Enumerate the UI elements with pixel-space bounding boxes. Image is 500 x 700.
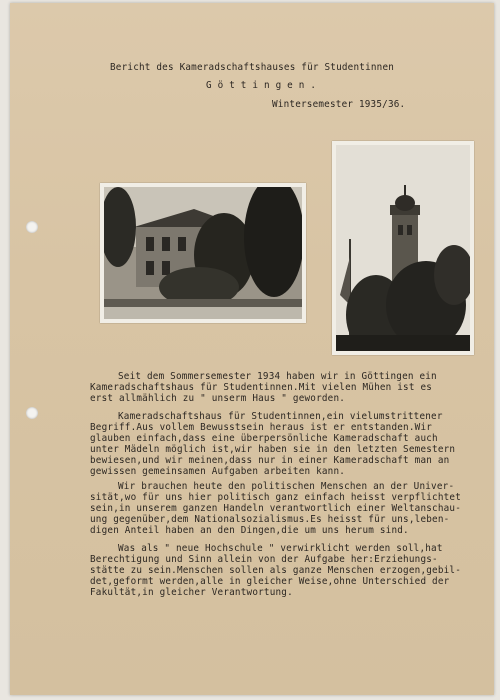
paragraph-line: Kameradschaftshaus für Studentinnen.Mit vielen Mühen ist es bbox=[90, 382, 433, 393]
paragraph-line: digen Anteil haben an den Dingen,die um uns herum sind. bbox=[90, 525, 409, 536]
paragraph-line: ung gegenüber,dem Nationalsozialismus.Es heisst für uns,leben- bbox=[90, 514, 450, 525]
punch-hole-top bbox=[26, 221, 38, 233]
paragraph-line: Kameradschaftshaus für Studentinnen,ein vielumstrittener bbox=[118, 411, 443, 422]
paragraph-4 bbox=[90, 543, 490, 598]
paragraph-line: Berechtigung und Sinn allein von der Aufgabe her:Erziehungs- bbox=[90, 554, 438, 565]
tower-illustration bbox=[336, 145, 470, 351]
paragraph-line: erst allmählich zu " unserm Haus " geworden. bbox=[90, 393, 346, 404]
paragraph-line: Begriff.Aus vollem Bewusstsein heraus ist er entstanden.Wir bbox=[90, 422, 433, 433]
paragraph-line: glauben einfach,dass eine überpersönliche Kameradschaft auch bbox=[90, 433, 438, 444]
paragraph-line: Seit dem Sommersemester 1934 haben wir in Göttingen ein bbox=[118, 371, 437, 382]
paragraph-line: sein,in unserem ganzen Handeln verantwortlich einer Weltanschau- bbox=[90, 503, 462, 514]
punch-hole-bottom bbox=[26, 407, 38, 419]
house-illustration bbox=[104, 187, 302, 319]
paragraph-1 bbox=[90, 371, 490, 404]
paragraph-line: stätte zu sein.Menschen sollen als ganze Menschen erzogen,gebil- bbox=[90, 565, 462, 576]
paragraph-line: Fakultät,in gleicher Verantwortung. bbox=[90, 587, 293, 598]
paragraph-2 bbox=[90, 411, 490, 477]
tower-photo bbox=[332, 141, 474, 355]
paragraph-line: Was als " neue Hochschule " verwirklicht werden soll,hat bbox=[118, 543, 443, 554]
paragraph-line: sität,wo für uns hier politisch ganz einfach heisst verpflichtet bbox=[90, 492, 462, 503]
paragraph-line: det,geformt werden,alle in gleicher Weise,ohne Unterschied der bbox=[90, 576, 450, 587]
document-page bbox=[10, 3, 494, 695]
report-semester: Wintersemester 1935/36. bbox=[272, 99, 406, 110]
paragraph-line: gewissen gemeinsamen Aufgaben arbeiten kann. bbox=[90, 466, 346, 477]
house-photo bbox=[100, 183, 306, 323]
report-title: Bericht des Kameradschaftshauses für Studentinnen bbox=[110, 62, 395, 73]
paragraph-line: bewiesen,und wir meinen,dass nur in einer Kameradschaft man an bbox=[90, 455, 450, 466]
paragraph-3 bbox=[90, 481, 490, 536]
report-city: G ö t t i n g e n . bbox=[206, 80, 317, 91]
paragraph-line: Wir brauchen heute den politischen Menschen an der Univer- bbox=[118, 481, 455, 492]
paragraph-line: unter Mädeln möglich ist,wir haben sie in den letzten Semestern bbox=[90, 444, 456, 455]
